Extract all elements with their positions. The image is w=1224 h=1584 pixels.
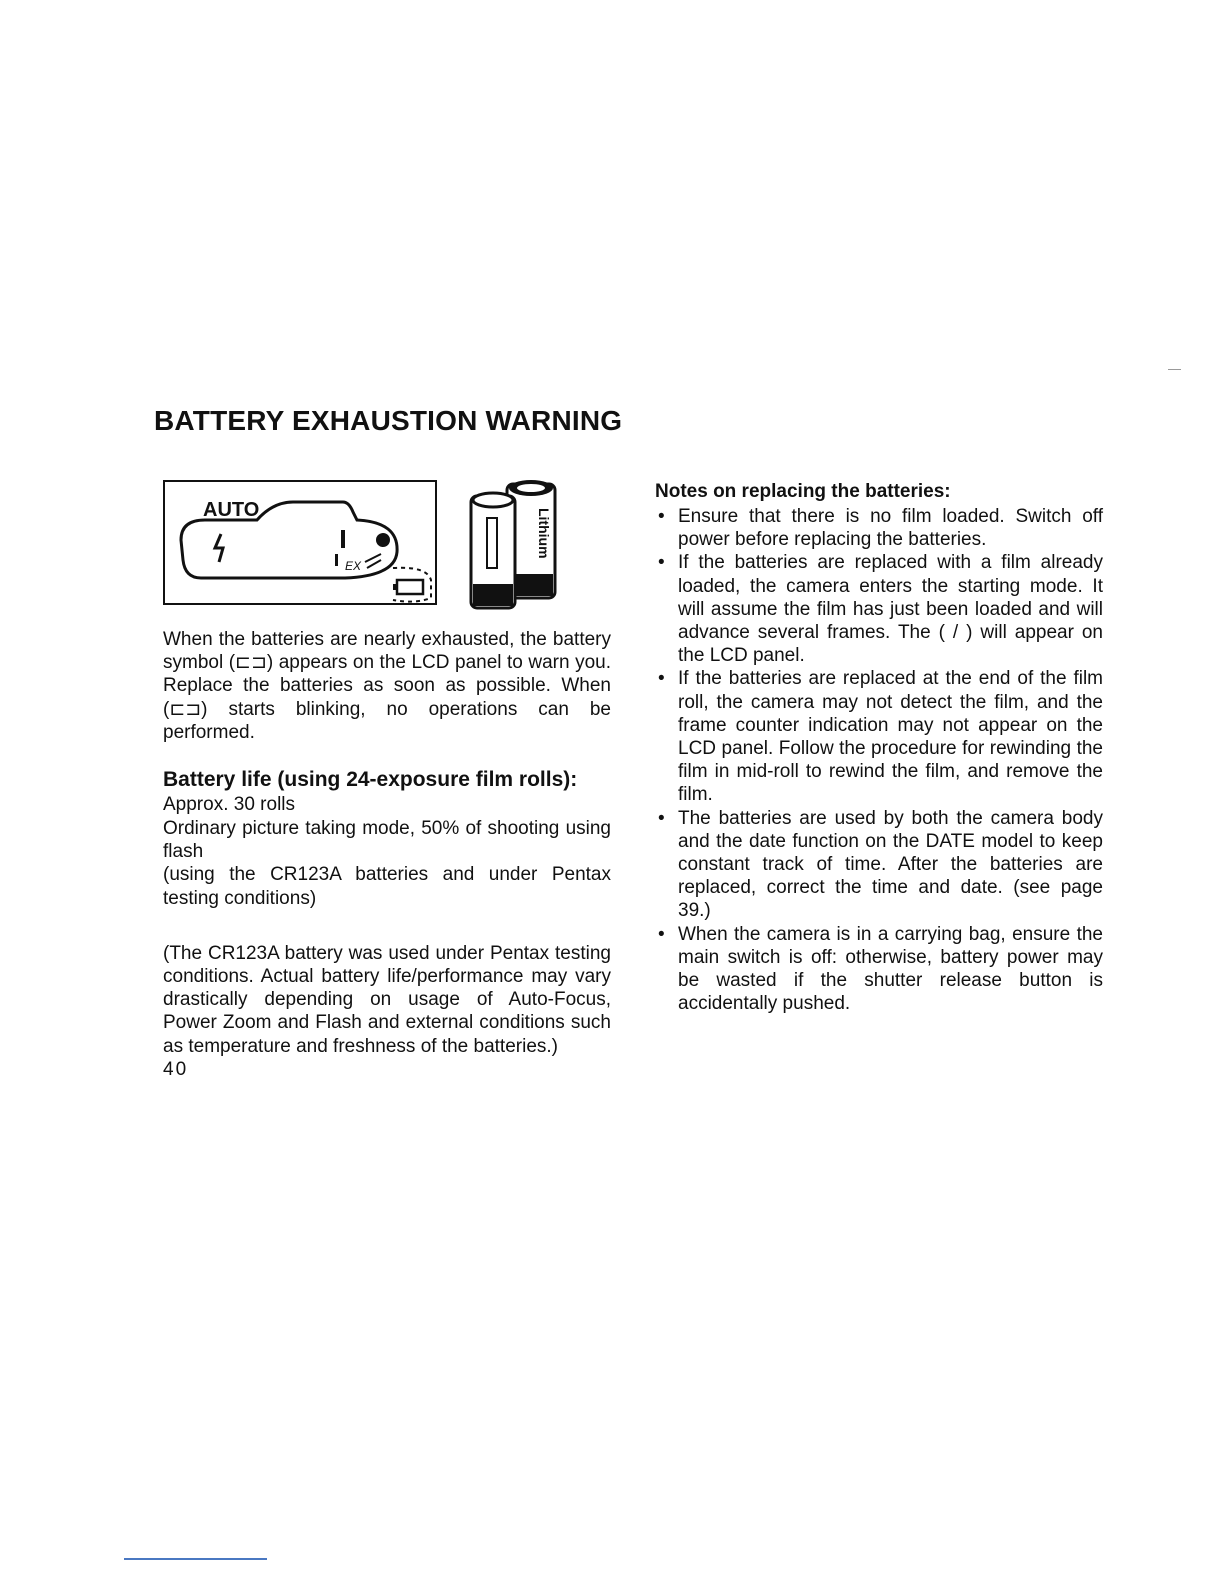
lcd-panel-drawing (165, 482, 439, 607)
battery-pair-icon (463, 478, 563, 628)
note-item: • If the batteries are replaced at the end of the film roll, the camera may not detect the film, and the frame counter indication may not appear on the LCD panel. Follow the procedure for rewinding the film in mid-roll to rewind the film, and remove the film. (655, 667, 1103, 806)
battery-life-test: (using the CR123A batteries and under Pentax testing conditions) (163, 864, 611, 909)
notes-title: Notes on replacing the batteries: (655, 481, 951, 502)
battery-life-value: Approx. 30 rolls (163, 794, 296, 816)
right-column (655, 480, 1103, 1015)
notes-list (655, 505, 1103, 1015)
margin-mark (1168, 369, 1181, 370)
battery-brand-label: Lithium (536, 508, 552, 559)
note-item: • If the batteries are replaced with a film already loaded, the camera enters the starting mode. It will assume the film has just been loaded and will advance several frames. The ( / ) will appear on the LCD panel. (655, 551, 1103, 667)
indicator-dot (376, 533, 390, 547)
battery-symbol-icon (397, 580, 423, 594)
page-title: BATTERY EXHAUSTION WARNING (154, 405, 623, 436)
note-item: • When the camera is in a carrying bag, ensure the main switch is off: otherwise, battery power may be wasted if the shutter release button is accidentally pushed. (655, 923, 1103, 1016)
intro-paragraph: When the batteries are nearly exhausted, the battery symbol (⊏⊐) appears on the LCD panel to warn you. Replace the batteries as soon as possible. When (⊏⊐) starts blinking, no operations can be performed. (163, 629, 611, 743)
battery-life-conditions: Ordinary picture taking mode, 50% of shooting using flash (163, 818, 611, 863)
note-item: • Ensure that there is no film loaded. Switch off power before replacing the batteries. (655, 505, 1103, 551)
note-item: • The batteries are used by both the camera body and the date function on the DATE model to keep constant track of time. After the batteries are replaced, correct the time and date. (see page 39.) (655, 807, 1103, 923)
battery-life-heading (163, 768, 611, 817)
testing-note: (The CR123A battery was used under Pentax testing conditions. Actual battery life/performance may vary drastically depending on usage of Auto-Focus, Power Zoom and Flash and external conditions such as temperature and freshness of the batteries.) (163, 942, 611, 1057)
lcd-panel-illustration (163, 480, 437, 605)
page-number: 40 (163, 1058, 189, 1080)
lcd-auto-label: AUTO (203, 499, 260, 521)
figure-row (163, 478, 611, 628)
battery-life-label: Battery life (using 24-exposure film rolls): (163, 768, 578, 792)
footer-rule (124, 1558, 267, 1560)
flash-icon (215, 534, 223, 562)
left-column (163, 478, 611, 1082)
lcd-ex-label: EX (345, 559, 362, 573)
frame-counter-mark (341, 530, 345, 548)
